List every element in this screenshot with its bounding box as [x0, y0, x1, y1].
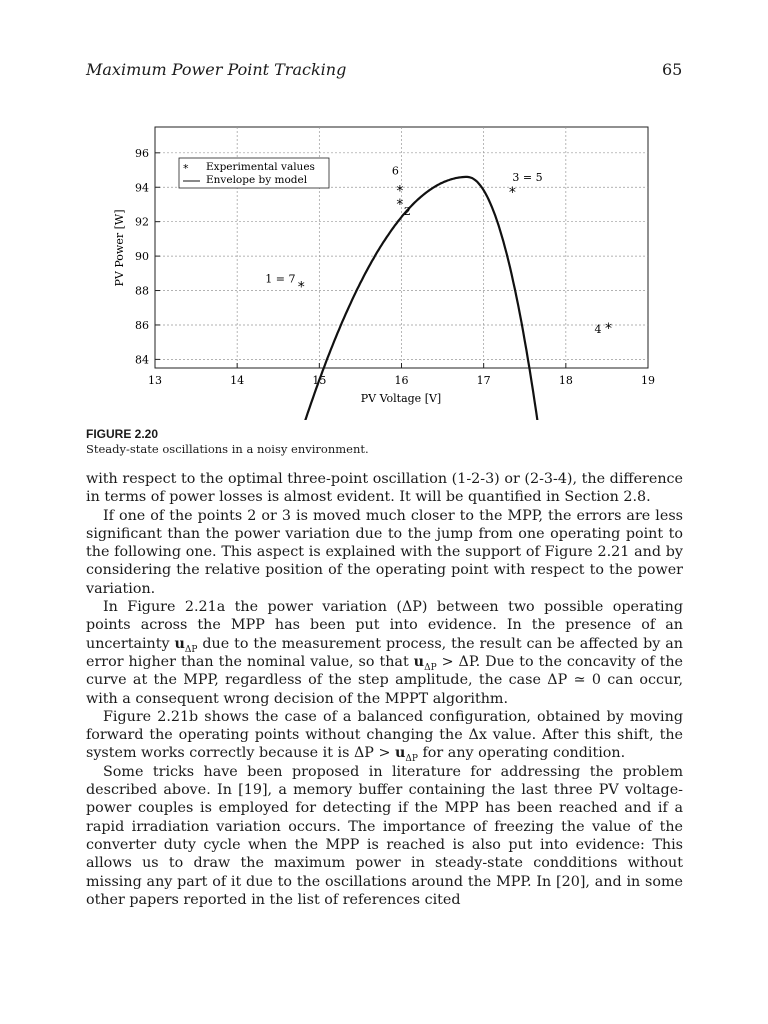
legend-marker-icon: *	[183, 162, 189, 175]
y-tick-label: 92	[135, 215, 149, 229]
y-tick-label: 96	[135, 146, 149, 160]
symbol-subscript-3: ΔP	[405, 754, 418, 765]
data-point: *	[605, 320, 613, 337]
data-point: *	[508, 184, 516, 201]
symbol-u-2: u	[413, 653, 425, 670]
data-point-label: 4	[594, 322, 602, 336]
paragraph-3-part-a: In Figure 2.21a the power variation (ΔP) between two possible operating points across the MPP has been put into evidence. In the presence of an uncertainty	[86, 599, 683, 652]
symbol-u-3: u	[395, 745, 406, 762]
paragraph-1: with respect to the optimal three-point oscillation (1-2-3) or (2-3-4), the difference in terms of power losses is almost evident. It will be quantified in Section 2.8.	[86, 471, 683, 506]
paragraph-2: If one of the points 2 or 3 is moved much closer to the MPP, the errors are less significant than the power variation due to the jump from one operating point to the following one. This aspect is explained with the support of Figure 2.21 and by considering the relative position of the operating point with respect to the power variation.	[86, 507, 683, 597]
x-tick-label: 14	[230, 374, 245, 387]
page-number: 65	[662, 60, 683, 79]
paragraph-4	[86, 708, 683, 763]
y-tick-label: 88	[135, 284, 149, 298]
x-tick-label: 17	[476, 374, 491, 387]
x-tick-label: 13	[148, 374, 162, 387]
paragraph-3-part-b: due to the measurement process, the result can be affected by an error higher than the nominal value, so that	[86, 635, 683, 670]
legend-entry-envelope: Envelope by model	[206, 174, 308, 186]
body-text	[86, 470, 683, 909]
running-header-title: Maximum Power Point Tracking	[86, 60, 347, 79]
paragraph-4-part-a: Figure 2.21b shows the case of a balanced configuration, obtained by moving forward the operating points without changing the Δx value. After this shift, the system works correctly because it is ΔP >	[86, 708, 683, 762]
x-axis-label: PV Voltage [V]	[360, 392, 442, 405]
data-point: *	[396, 183, 404, 200]
data-point-label: 3 = 5	[512, 170, 543, 184]
pv-power-chart	[0, 0, 768, 420]
data-point-label: 1 = 7	[265, 272, 296, 286]
symbol-subscript: ΔP	[184, 644, 198, 655]
x-tick-label: 16	[394, 374, 409, 387]
data-point: *	[396, 197, 404, 214]
y-axis-label: PV Power [W]	[113, 209, 126, 287]
figure-label: FIGURE 2.20	[86, 427, 159, 441]
legend-entry-experimental: Experimental values	[206, 161, 315, 173]
y-tick-label: 90	[135, 250, 149, 264]
symbol-subscript-2: ΔP	[424, 662, 437, 673]
symbol-u: u	[174, 635, 185, 652]
x-tick-label: 19	[641, 374, 655, 387]
paragraph-4-part-b: for any operating condition.	[417, 745, 626, 762]
data-point: *	[297, 279, 305, 296]
y-tick-label: 84	[135, 353, 149, 367]
experimental-points	[265, 164, 612, 337]
data-point-label: 6	[391, 164, 399, 178]
paragraph-3-part-c: > ΔP. Due to the concavity of the curve at the MPP, regardless of the step amplitude, the case ΔP ≃ 0 can occur, with a consequent wrong decision of the MPPT algorithm.	[86, 653, 684, 707]
figure-caption: Steady-state oscillations in a noisy environment.	[86, 442, 369, 456]
y-tick-label: 86	[135, 318, 149, 332]
paragraph-3	[86, 598, 683, 708]
x-tick-label: 18	[558, 374, 573, 387]
legend	[179, 158, 329, 188]
data-point-label: 2	[403, 205, 411, 219]
x-tick-label: 15	[312, 374, 327, 387]
paragraph-5: Some tricks have been proposed in literature for addressing the problem described above. In [19], a memory buffer containing the last three PV voltage-power couples is employed for detecting if the MPP has been reached and if a rapid irradiation variation occurs. The importance of freezing the value of the converter duty cycle when the MPP is reached is also put into evidence: This allows us to draw the maximum power in steady-state condditions without missing any part of it due to the oscillations around the MPP. In [20], and in some other papers reported in the list of references cited	[86, 763, 683, 908]
y-tick-label: 94	[135, 181, 149, 195]
